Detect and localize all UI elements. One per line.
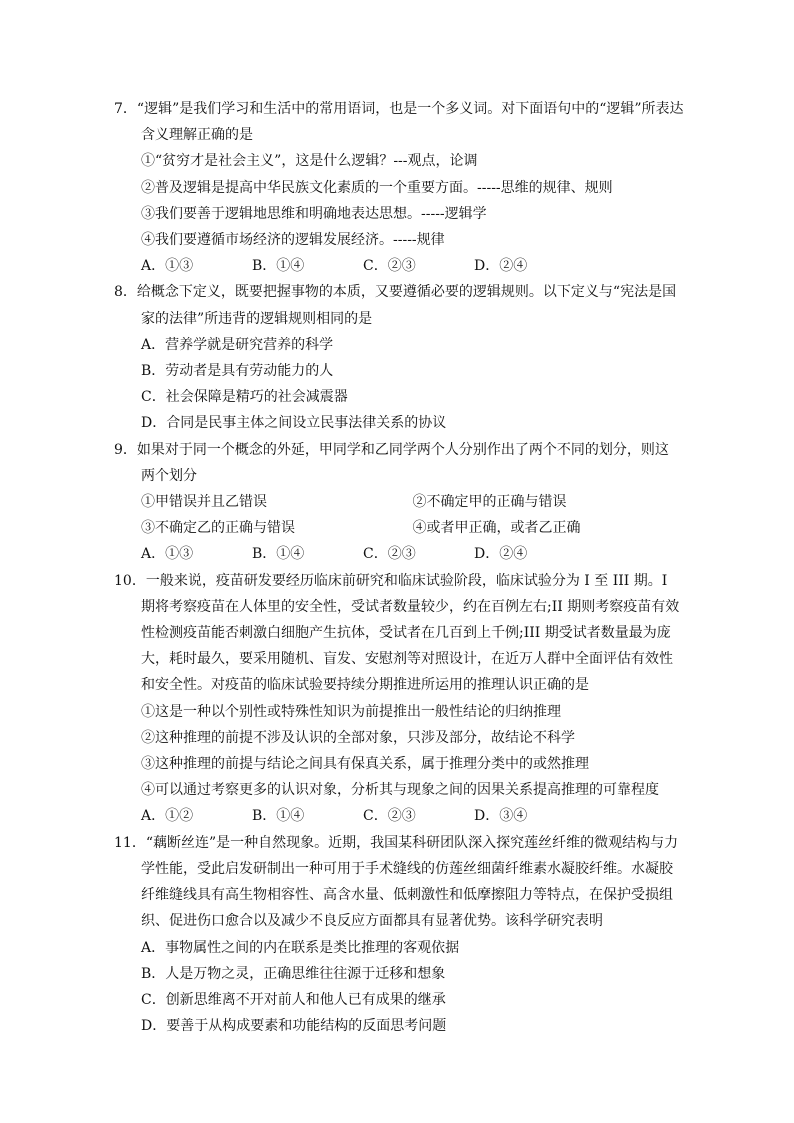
question-stem-line: 10．一般来说，疫苗研发要经历临床前研究和临床试验阶段，临床试验分为 I 至 III 期。I [114, 568, 684, 594]
question-8 [114, 279, 684, 436]
question-number: 7． [114, 101, 137, 117]
statement-item: ①这是一种以个别性或特殊性知识为前提推出一般性结论的归纳推理 [141, 703, 561, 720]
statement-item: ②不确定甲的正确与错误 [412, 494, 567, 511]
question-stem-line: 性检测疫苗能否刺激白细胞产生抗体，受试者在几百到上千例;III 期受试者数量最为庞 [141, 625, 671, 642]
statement-item: ②这种推理的前提不涉及认识的全部对象，只涉及部分，故结论不科学 [141, 729, 575, 746]
option-c[interactable]: C．社会保障是精巧的社会减震器 [141, 389, 348, 406]
choice-a[interactable]: A．①③ [141, 258, 194, 275]
question-9 [114, 437, 684, 568]
statement-item: ②普及逻辑是提高中华民族文化素质的一个重要方面。-----思维的规律、规则 [141, 179, 613, 196]
question-stem-line: 家的法律”所违背的逻辑规则相同的是 [141, 310, 373, 327]
option-d[interactable]: D．合同是民事主体之间设立民事法律关系的协议 [141, 415, 447, 432]
question-stem-line: 9．如果对于同一个概念的外延，甲同学和乙同学两个人分别作出了两个不同的划分，则这 [114, 437, 684, 463]
option-a[interactable]: A．营养学就是研究营养的科学 [141, 336, 334, 353]
question-stem-line: 学性能，受此启发研制出一种可用于手术缝线的仿莲丝细菌纤维素水凝胶纤维。水凝胶 [141, 860, 673, 877]
question-number: 8． [114, 284, 137, 301]
answer-choices [114, 253, 684, 279]
option-b[interactable]: B．劳动者是具有劳动能力的人 [141, 363, 334, 380]
choice-c[interactable]: C．②③ [363, 546, 416, 563]
question-number: 9． [114, 441, 137, 458]
statement-item: ③这种推理的前提与结论之间具有保真关系，属于推理分类中的或然推理 [141, 756, 589, 773]
question-stem-line: 两个划分 [141, 467, 197, 484]
statement-item: ①甲错误并且乙错误 [141, 494, 267, 511]
choice-c[interactable]: C．②③ [363, 258, 416, 275]
option-d[interactable]: D．要善于从构成要素和功能结构的反面思考问题 [141, 1018, 447, 1035]
option-a[interactable]: A．事物属性之间的内在联系是类比推理的客观依据 [141, 939, 460, 956]
question-stem-line: 和安全性。对疫苗的临床试验要持续分期推进所运用的推理认识正确的是 [141, 677, 589, 694]
question-stem-line: 期将考察疫苗在人体里的安全性，受试者数量较少，约在百例左右;II 期则考察疫苗有效 [141, 598, 680, 615]
answer-choices [114, 541, 684, 567]
choice-b[interactable]: B．①④ [252, 808, 305, 825]
exam-sheet [114, 96, 684, 1039]
question-stem-line: 纤维缝线具有高生物相容性、高含水量、低刺激性和低摩擦阻力等特点，在保护受损组 [141, 887, 673, 904]
choice-a[interactable]: A．①② [141, 808, 194, 825]
question-stem-line: 11．“藕断丝连”是一种自然现象。近期，我国某科研团队深入探究莲丝纤维的微观结构与力 [114, 830, 684, 856]
statement-item: ④可以通过考察更多的认识对象，分析其与现象之间的因果关系提高推理的可靠程度 [141, 782, 659, 799]
option-c[interactable]: C．创新思维离不开对前人和他人已有成果的继承 [141, 991, 446, 1008]
choice-c[interactable]: C．②③ [363, 808, 416, 825]
question-stem-line: 8．给概念下定义，既要把握事物的本质，又要遵循必要的逻辑规则。以下定义与“宪法是国 [114, 279, 684, 305]
choice-d[interactable]: D．②④ [474, 546, 528, 563]
answer-choices [114, 803, 684, 829]
statement-item: ③不确定乙的正确与错误 [141, 520, 295, 537]
statement-item: ④或者甲正确，或者乙正确 [412, 520, 581, 537]
choice-d[interactable]: D．③④ [474, 808, 528, 825]
question-11 [114, 830, 684, 1040]
statement-item: ①“贫穷才是社会主义”，这是什么逻辑？---观点，论调 [141, 153, 478, 170]
choice-a[interactable]: A．①③ [141, 546, 194, 563]
question-number: 11． [114, 834, 146, 851]
question-number: 10． [114, 572, 146, 589]
question-7 [114, 96, 684, 279]
statement-item: ③我们要善于逻辑地思维和明确地表达思想。-----逻辑学 [141, 205, 487, 222]
statement-row [114, 489, 684, 515]
statement-item: ④我们要遵循市场经济的逻辑发展经济。-----规律 [141, 232, 445, 249]
question-stem-line: 大，耗时最久，要采用随机、盲发、安慰剂等对照设计，在近万人群中全面评估有效性 [141, 651, 673, 668]
question-10 [114, 568, 684, 830]
question-stem-line: 织、促进伤口愈合以及减少不良反应方面都具有显著优势。该科学研究表明 [141, 913, 603, 930]
statement-row [114, 515, 684, 541]
question-stem-line: 7．“逻辑”是我们学习和生活中的常用语词，也是一个多义词。对下面语句中的“逻辑”所表达 [114, 96, 684, 122]
choice-b[interactable]: B．①④ [252, 258, 305, 275]
choice-b[interactable]: B．①④ [252, 546, 305, 563]
question-stem-line: 含义理解正确的是 [141, 127, 253, 144]
choice-d[interactable]: D．②④ [474, 258, 528, 275]
option-b[interactable]: B．人是万物之灵，正确思维往往源于迁移和想象 [141, 965, 446, 982]
